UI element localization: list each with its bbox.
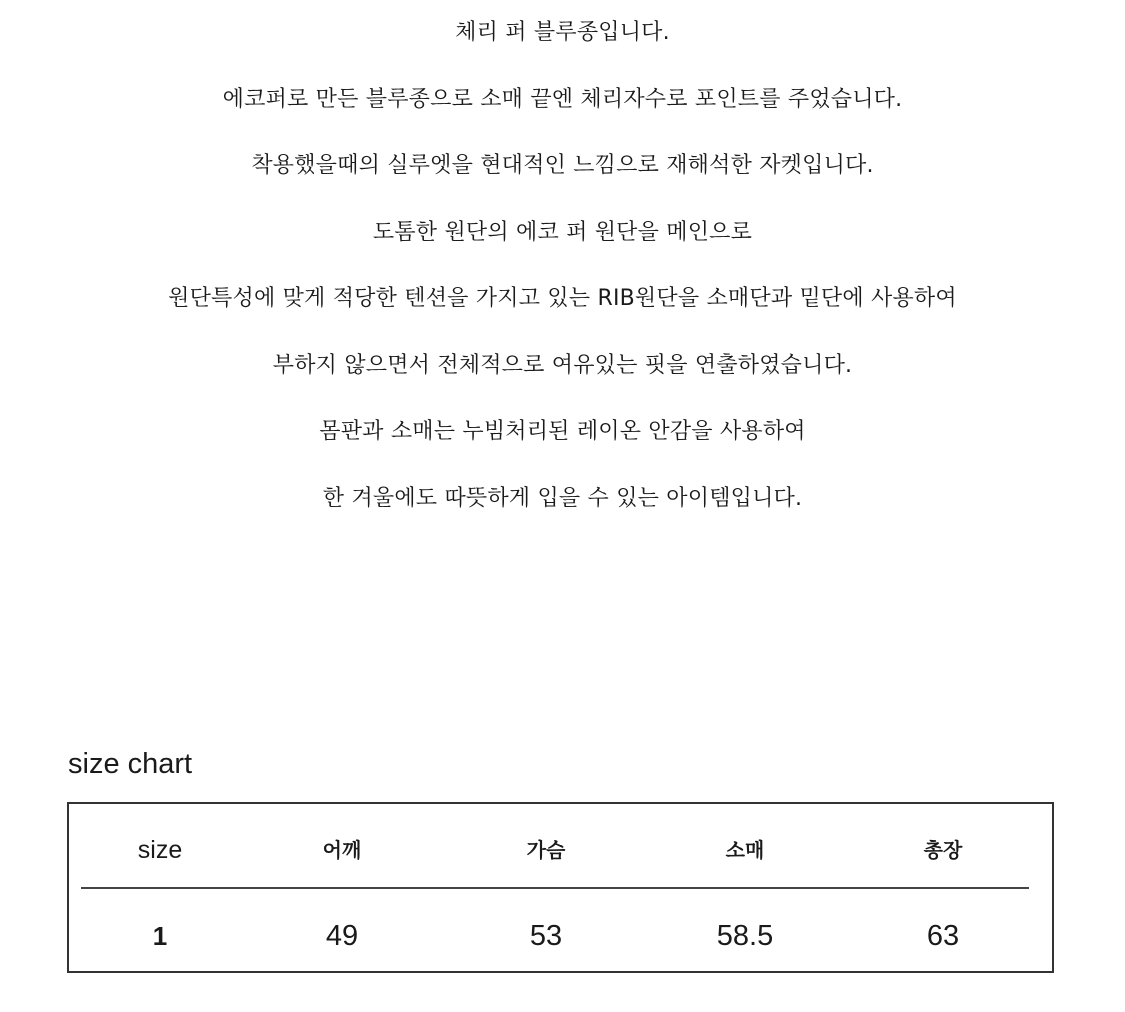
cell-chest: 53 [529, 920, 563, 952]
description-line: 체리 퍼 블루종입니다. [455, 20, 670, 45]
column-header-chest: 가슴 [526, 838, 566, 862]
description-line: 원단특성에 맞게 적당한 텐션을 가지고 있는 RIB원단을 소매단과 밑단에 사용하여 [168, 286, 957, 311]
size-chart-table [67, 802, 1054, 973]
cell-shoulder: 49 [325, 920, 359, 952]
description-line: 한 겨울에도 따뜻하게 입을 수 있는 아이템입니다. [322, 485, 803, 511]
description-line: 도톰한 원단의 에코 퍼 원단을 메인으로 [372, 219, 753, 245]
cell-length: 63 [926, 920, 960, 952]
column-header-sleeve: 소매 [725, 838, 765, 862]
cell-size: 1 [152, 921, 168, 951]
size-chart-title: size chart [68, 748, 193, 780]
description-line: 몸판과 소매는 누빔처리된 레이온 안감을 사용하여 [319, 419, 806, 444]
column-header-size: size [137, 836, 183, 864]
table-row [69, 916, 1052, 956]
cell-sleeve: 58.5 [716, 920, 774, 952]
header-divider [81, 887, 1029, 889]
description-line: 착용했을때의 실루엣을 현대적인 느낌으로 재해석한 자켓입니다. [251, 153, 874, 178]
description-line: 에코퍼로 만든 블루종으로 소매 끝엔 체리자수로 포인트를 주었습니다. [222, 86, 903, 112]
table-header-row [69, 832, 1052, 868]
column-header-shoulder: 어깨 [322, 838, 362, 862]
product-description [0, 14, 1125, 546]
description-line: 부하지 않으면서 전체적으로 여유있는 핏을 연출하였습니다. [272, 352, 853, 378]
column-header-length: 총장 [923, 838, 963, 862]
